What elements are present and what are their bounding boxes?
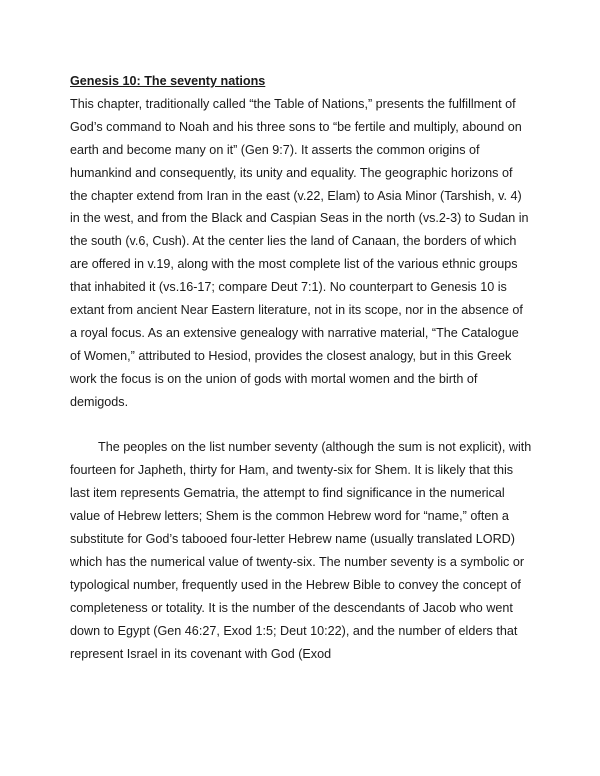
section-heading: Genesis 10: The seventy nations <box>70 74 266 88</box>
paragraph-seventy-peoples: The peoples on the list number seventy (although the sum is not explicit), with fourteen for Japheth, thirty for Ham, and twenty-six for Shem. It is likely that this last item represents Gematria, the attempt to find significance in the numerical value of Hebrew letters; Shem is the common Hebrew word for “name,” often a substitute for God’s tabooed four-letter Hebrew name (usually translated LORD) which has the numerical value of twenty-six. The number seventy is a symbolic or typological number, frequently used in the Hebrew Bible to convey the concept of completeness or totality. It is the number of the descendants of Jacob who went down to Egypt (Gen 46:27, Exod 1:5; Deut 10:22), and the number of elders that represent Israel in its covenant with God (Exod <box>70 440 532 661</box>
paragraph-table-of-nations: This chapter, traditionally called “the Table of Nations,” presents the fulfillment of God’s command to Noah and his three sons to “be fertile and multiply, abound on earth and become many on it” (Gen 9:7). It asserts the common origins of humankind and consequently, its unity and equality. The geographic horizons of the chapter extend from Iran in the east (v.22, Elam) to Asia Minor (Tarshish, v. 4) in the west, and from the Black and Caspian Seas in the north (vs.2-3) to Sudan in the south (v.6, Cush). At the center lies the land of Canaan, the borders of which are offered in v.19, along with the most complete list of the various ethnic groups that inhabited it (vs.16-17; compare Deut 7:1). No counterpart to Genesis 10 is extant from ancient Near Eastern literature, not in its scope, nor in the absence of a royal focus. As an extensive genealogy with narrative material, “The Catalogue of Women,” attributed to Hesiod, provides the closest analogy, but in this Greek work the focus is on the union of gods with mortal women and the birth of demigods. <box>70 96 529 409</box>
document-body <box>70 70 532 666</box>
